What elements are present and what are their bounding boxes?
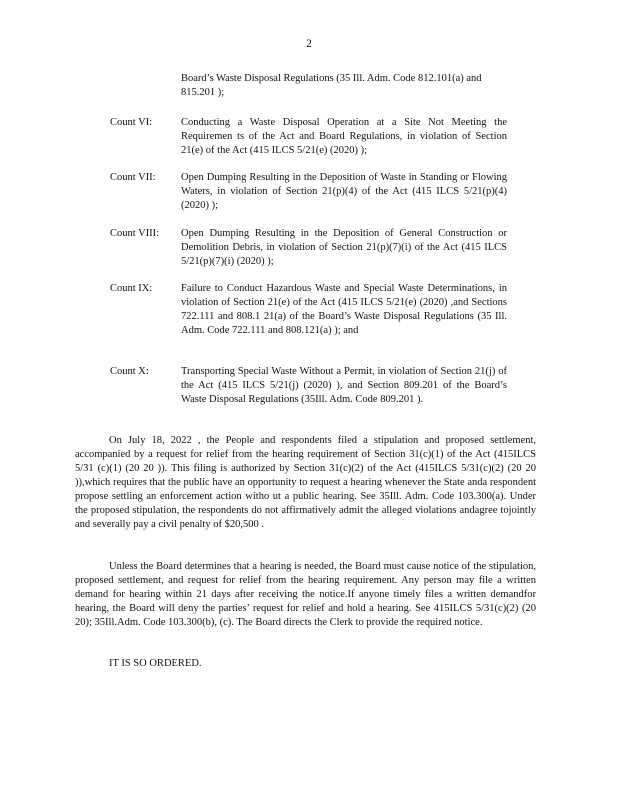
count-text: Open Dumping Resulting in the Deposition of General Construction or Demolition Debris, in violation of Section 21(p)(7)(i) of the Act (415 ILCS 5/21(p)(7)(i) (2020) ); <box>181 228 507 267</box>
count-text: Transporting Special Waste Without a Permit, in violation of Section 21(j) of the Act (415 ILCS 5/21(j) (2020) ), and Section 809.201 of the Board’s Waste Disposal Regulations (35Ill. Adm. Code 809.201 ). <box>181 366 507 405</box>
stipulation-paragraph: On July 18, 2022 , the People and respondents filed a stipulation and proposed settlement, accompanied by a request for relief from the hearing requirement of Section 31(c)(1) of the Act (415ILCS 5/31 (c)(1) (20 20 )). This filing is authorized by Section 31(c)(2) of the Act (415ILCS 5/31(c)(2) (20 20 )),which requires that the public have an opportunity to request a hearing whenever the State anda respondent propose settling an enforcement action witho ut a public hearing. See 35Ill. Adm. Code 103.300(a). Under the proposed stipulation, the respondents do not affirmatively admit the alleged violations andagree tojointly and severally pay a civil penalty of $20,500 . <box>75 435 536 530</box>
count-text: Failure to Conduct Hazardous Waste and Special Waste Determinations, in violation of Section 21(e) of the Act (415 ILCS 5/21(e) (2020) ,and Sections 722.111 and 808.1 21(a) of the Board’s Waste Disposal Regulations (35 Ill. Adm. Code 722.111 and 808.121(a) ); and <box>181 283 507 336</box>
count-label: Count VII: <box>110 172 156 183</box>
count-text: Open Dumping Resulting in the Deposition of Waste in Standing or Flowing Waters, in violation of Section 21(p)(4) of the Act (415 ILCS 5/21(p)(4) (2020) ); <box>181 172 507 211</box>
count-v-continuation: Board’s Waste Disposal Regulations (35 Ill. Adm. Code 812.101(a) and 815.201 ); <box>181 73 482 98</box>
notice-paragraph: Unless the Board determines that a hearing is needed, the Board must cause notice of the stipulation, proposed settlement, and request for relief from the hearing requirement. Any person may file a written demand for hearing within 21 days after receiving the notice.If anyone timely files a written demandfor hearing, the Board will deny the parties’ request for relief and hold a hearing. See 415ILCS 5/31(c)(2) (20 20); 35Ill.Adm. Code 103.300(b), (c). The Board directs the Clerk to provide the required notice. <box>75 561 536 628</box>
count-text: Conducting a Waste Disposal Operation at a Site Not Meeting the Requiremen ts of the Act and Board Regulations, in violation of Section 21(e) of the Act (415 ILCS 5/21(e) (2020) ); <box>181 117 507 156</box>
count-label: Count IX: <box>110 283 153 294</box>
closing-order: IT IS SO ORDERED. <box>109 658 202 669</box>
page-number: 2 <box>306 38 312 50</box>
count-label: Count VIII: <box>110 228 160 239</box>
count-label: Count VI: <box>110 117 153 128</box>
count-label: Count X: <box>110 366 149 377</box>
